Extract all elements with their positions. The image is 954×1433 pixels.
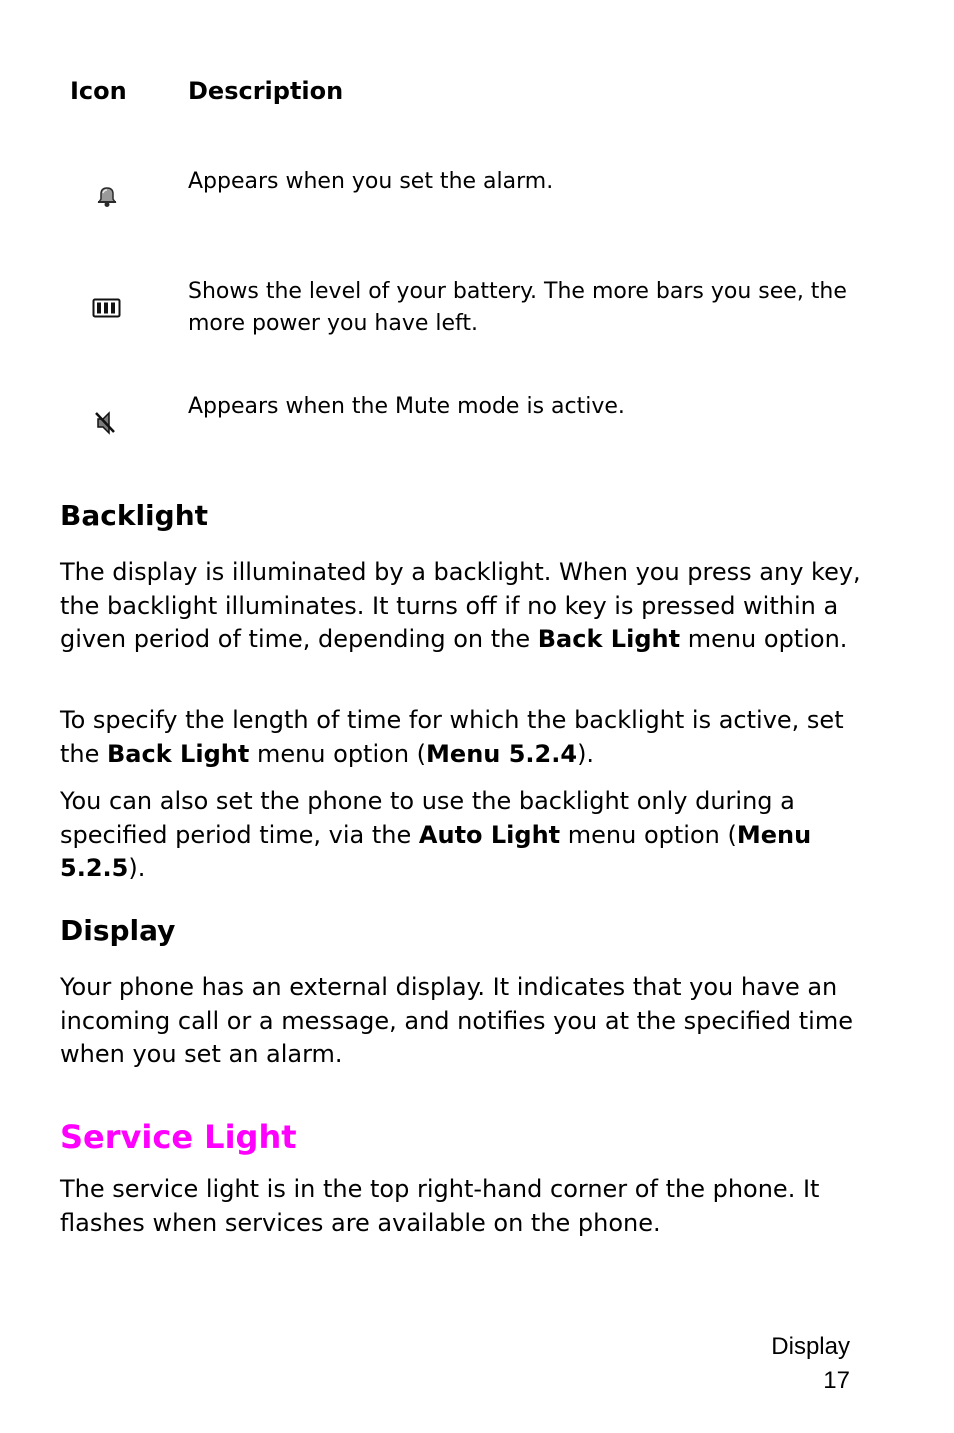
auto-light-option: Auto Light (418, 820, 561, 849)
back-light-option: Back Light (107, 739, 250, 768)
display-heading: Display (60, 914, 176, 947)
display-paragraph: Your phone has an external display. It indicates that you have an incoming call or a message, and notifies you at the specified time when you set an alarm. (60, 973, 853, 1068)
backlight-paragraph-3: You can also set the phone to use the backlight only during a specified period time, via the Auto Light menu option (Menu 5.2.5). (60, 787, 812, 882)
menu-reference: Menu 5.2.5 (60, 820, 812, 882)
mute-speaker-icon (92, 410, 122, 436)
back-light-option: Back Light (537, 625, 681, 653)
footer-section-title: Display (771, 1333, 850, 1360)
battery-level-icon (92, 296, 122, 322)
alarm-bell-icon (92, 184, 122, 210)
page-footer (771, 1330, 850, 1398)
service-light-paragraph: The service light is in the top right-hand corner of the phone. It flashes when services are available on the phone. (60, 1175, 820, 1237)
backlight-paragraph-1: The display is illuminated by a backlight. When you press any key, the backlight illuminates. It turns off if no key is pressed within a given period of time, depending on the Back Light menu option. (60, 558, 861, 653)
battery-icon-description: Shows the level of your battery. The more bars you see, the more power you have left. (188, 279, 847, 336)
page-number: 17 (823, 1367, 850, 1394)
table-header-icon: Icon (70, 77, 127, 105)
menu-reference: Menu 5.2.4 (426, 739, 578, 768)
backlight-heading: Backlight (60, 499, 209, 532)
mute-icon-description: Appears when the Mute mode is active. (188, 394, 625, 419)
backlight-paragraph-2: To specify the length of time for which the backlight is active, set the Back Light menu option (Menu 5.2.4). (60, 706, 844, 768)
service-light-heading: Service Light (60, 1118, 297, 1156)
table-header-description: Description (188, 77, 344, 105)
alarm-icon-description: Appears when you set the alarm. (188, 169, 554, 194)
